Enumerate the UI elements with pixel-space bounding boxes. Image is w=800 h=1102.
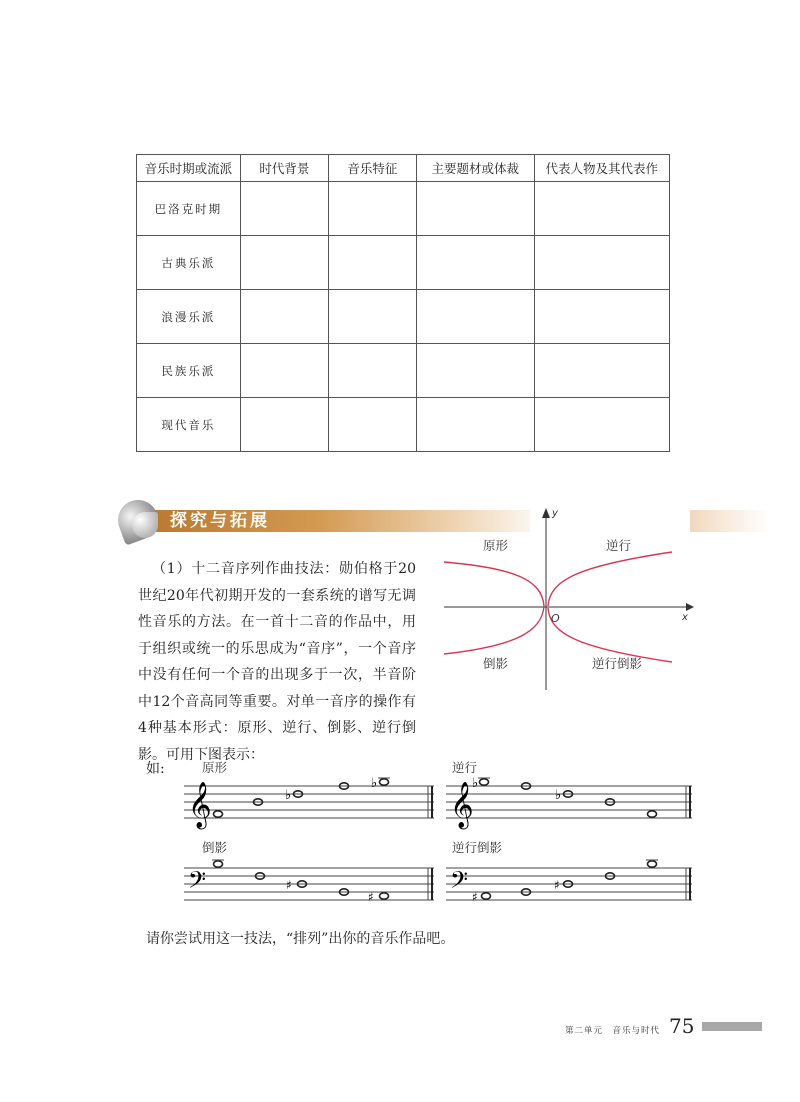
notes: [482, 861, 657, 899]
transform-diagram: [430, 500, 700, 700]
staff-lines: [184, 786, 434, 818]
note: [380, 893, 389, 899]
note: [482, 893, 491, 899]
table-cell: [416, 182, 534, 236]
treble-clef-icon: 𝄞: [188, 782, 212, 828]
y-axis-arrow-icon: [542, 508, 550, 518]
staff-retrograde-inversion: [446, 838, 696, 904]
unit-label: 第二单元 音乐与时代: [565, 1026, 661, 1036]
table-cell: [240, 344, 328, 398]
page-number: 75: [669, 1014, 695, 1038]
label-retrograde-inversion: 逆行倒影: [592, 656, 643, 671]
table-cell: [328, 290, 416, 344]
staff-lines: [446, 868, 692, 900]
staff-lines: [184, 868, 434, 900]
banner-bar-right: [690, 510, 770, 532]
example-lead: 如:: [146, 761, 165, 777]
table-row: [137, 344, 670, 398]
table-row: [137, 236, 670, 290]
table-cell: [534, 236, 669, 290]
flat-icon: ♭: [555, 788, 562, 803]
staff-retrograde: [446, 758, 696, 830]
bass-clef-icon: 𝄢: [188, 866, 207, 899]
table-cell: [416, 344, 534, 398]
table-cell: [534, 344, 669, 398]
x-axis-arrow-icon: [686, 603, 694, 611]
header-features: 音乐特征: [328, 155, 416, 182]
label-retrograde: 逆行: [606, 538, 632, 553]
flat-icon: ♭: [472, 776, 479, 791]
row-label-classical: 古典乐派: [137, 236, 241, 290]
table-row: [137, 290, 670, 344]
footer-bar: [702, 1022, 762, 1031]
header-background: 时代背景: [240, 155, 328, 182]
y-axis-label: y: [552, 508, 558, 519]
technique-description: [138, 556, 416, 768]
table-cell: [534, 290, 669, 344]
table-cell: [416, 236, 534, 290]
table-cell: [240, 182, 328, 236]
leaf-highlight-icon: [132, 512, 158, 538]
table-cell: [328, 344, 416, 398]
section-title: 探究与拓展: [170, 511, 270, 531]
table-cell: [240, 236, 328, 290]
sharp-icon: ♯: [472, 890, 478, 904]
notes: [214, 861, 389, 899]
note: [648, 861, 657, 867]
staff-label: 逆行倒影: [452, 840, 503, 855]
row-label-romantic: 浪漫乐派: [137, 290, 241, 344]
header-subjects: 主要题材或体裁: [416, 155, 534, 182]
label-prime: 原形: [483, 538, 509, 553]
note: [214, 861, 223, 867]
notes: [214, 779, 389, 817]
table-cell: [534, 182, 669, 236]
table-header-row: [137, 155, 670, 182]
paragraph-text: （1）十二音序列作曲技法：勋伯格于20世纪20年代初期开发的一套系统的谱写无调性音乐的方法。在一首十二音的作品中，用于组织或统一的乐思成为“音序”，一个音序中没有任何一个音的出现多于一次，半音阶中12个音高同等重要。对单一音序的操作有4种基本形式：原形、逆行、倒影、逆行倒影。可用下图表示：: [138, 561, 416, 763]
x-axis-label: x: [682, 612, 688, 623]
curve-left: [444, 562, 544, 654]
row-label-modern: 现代音乐: [137, 398, 241, 452]
sharp-icon: ♯: [554, 878, 560, 892]
staff-label: 倒影: [202, 840, 228, 855]
staff-label: 逆行: [452, 760, 478, 775]
staff-label: 原形: [202, 760, 228, 775]
label-inversion: 倒影: [483, 656, 509, 671]
section-banner: [118, 498, 418, 538]
sharp-icon: ♯: [286, 878, 292, 892]
header-representatives: 代表人物及其代表作: [534, 155, 669, 182]
bass-clef-icon: 𝄢: [450, 866, 469, 899]
staff-prime: [184, 758, 434, 830]
table-cell: [416, 290, 534, 344]
note: [648, 811, 657, 817]
table-row: [137, 398, 670, 452]
table-cell: [416, 398, 534, 452]
sharp-icon: ♯: [368, 890, 374, 904]
table-cell: [328, 236, 416, 290]
invite-text: 请你尝试用这一技法，“排列”出你的音乐作品吧。: [146, 931, 455, 947]
note: [380, 779, 389, 785]
table-cell: [534, 398, 669, 452]
table-cell: [328, 182, 416, 236]
table-cell: [240, 398, 328, 452]
table-cell: [328, 398, 416, 452]
row-label-baroque: 巴洛克时期: [137, 182, 241, 236]
notes: [480, 779, 657, 817]
origin-label: O: [551, 612, 560, 625]
staff-inversion: [184, 838, 434, 904]
music-periods-table: [136, 154, 670, 452]
note: [480, 779, 489, 785]
treble-clef-icon: 𝄞: [450, 782, 474, 828]
note: [214, 811, 223, 817]
flat-icon: ♭: [371, 776, 378, 791]
header-period: 音乐时期或流派: [137, 155, 241, 182]
table-row: [137, 182, 670, 236]
row-label-national: 民族乐派: [137, 344, 241, 398]
flat-icon: ♭: [285, 788, 292, 803]
table-cell: [240, 290, 328, 344]
